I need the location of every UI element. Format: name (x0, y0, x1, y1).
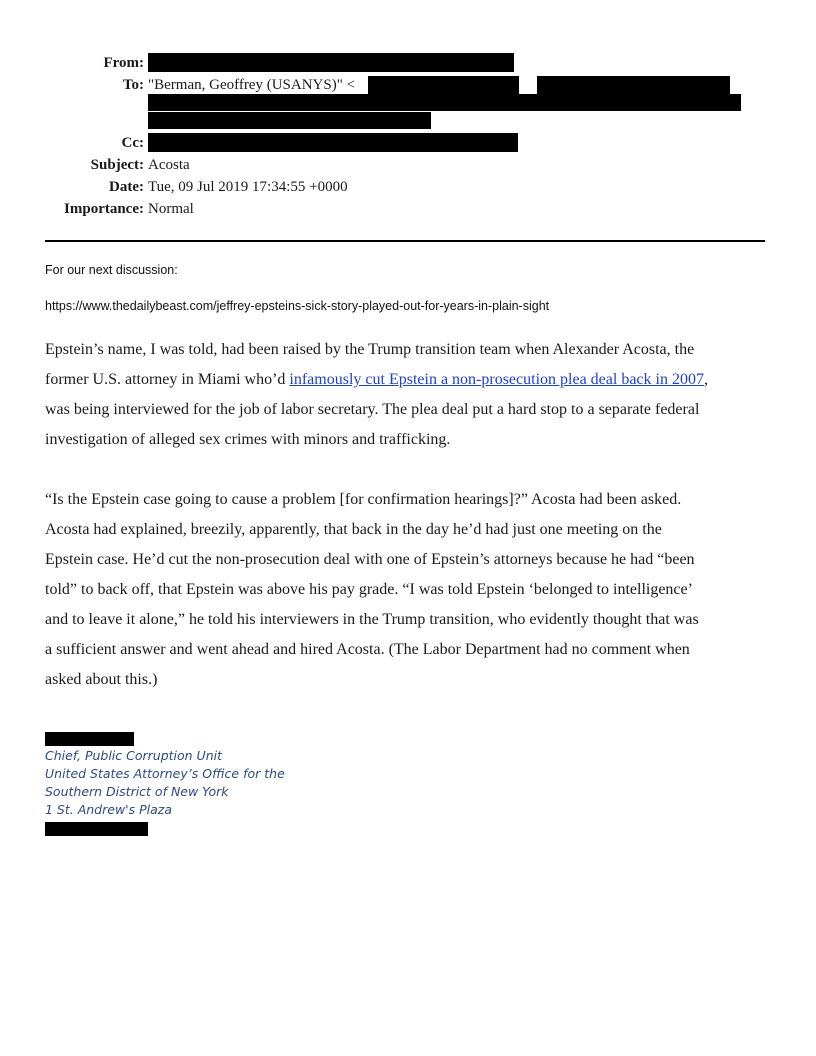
p2-line-1: “Is the Epstein case going to cause a problem [for confirmation hearings]?” Acosta had been asked. (45, 491, 682, 508)
signature-title: Chief, Public Corruption Unit (45, 748, 223, 763)
to-email-redaction (368, 76, 519, 95)
p1-line-1: Epstein’s name, I was told, had been raised by the Trump transition team when Alexander Acosta, the (45, 341, 695, 358)
to-redaction-2 (537, 76, 730, 95)
signature-office-line-2: Southern District of New York (45, 784, 229, 799)
signature-name-redaction (45, 732, 134, 746)
p2-line-4: told” to back off, that Epstein was above his pay grade. “I was told Epstein ‘belonged to intelligence’ (45, 581, 693, 598)
importance-value: Normal (148, 201, 194, 217)
header-divider (45, 240, 765, 242)
plea-deal-link[interactable]: infamously cut Epstein a non-prosecution plea deal back in 2007 (289, 371, 704, 388)
date-label: Date: (109, 179, 144, 195)
p2-line-7: asked about this.) (45, 671, 158, 688)
importance-label: Importance: (64, 201, 144, 217)
p1-line-2 (45, 365, 773, 395)
subject-label: Subject: (90, 157, 144, 173)
p2-line-6: a sufficient answer and went ahead and hired Acosta. (The Labor Department had no comment when (45, 641, 690, 658)
paragraph-2 (45, 485, 773, 695)
p1-line-4: investigation of alleged sex crimes with minors and trafficking. (45, 431, 451, 448)
to-label: To: (122, 77, 144, 93)
cc-redaction (148, 133, 518, 152)
to-redaction-4 (148, 112, 431, 129)
p1-line-2-text: former U.S. attorney in Miami who’d (45, 371, 290, 388)
subject-value: Acosta (148, 157, 190, 173)
intro-text: For our next discussion: (45, 263, 178, 277)
signature-office-line-1: United States Attorney’s Office for the (45, 766, 285, 781)
p1-line-2-end: , (703, 371, 708, 388)
signature-address: 1 St. Andrew's Plaza (45, 802, 172, 817)
paragraph-1 (45, 335, 773, 455)
p2-line-3: Epstein case. He’d cut the non-prosecution deal with one of Epstein’s attorneys because he had “been (45, 551, 695, 568)
p2-line-5: and to leave it alone,” he told his interviewers in the Trump transition, who evidently thought that was (45, 611, 699, 628)
p1-line-3: was being interviewed for the job of labor secretary. The plea deal put a hard stop to a separate federal (45, 401, 700, 418)
article-url[interactable]: https://www.thedailybeast.com/jeffrey-epsteins-sick-story-played-out-for-years-in-plain-sight (45, 299, 550, 313)
from-redaction (148, 53, 514, 72)
p2-line-2: Acosta had explained, breezily, apparently, that back in the day he’d had just one meeting on the (45, 521, 662, 538)
date-value: Tue, 09 Jul 2019 17:34:55 +0000 (148, 179, 348, 195)
to-redaction-3 (148, 94, 741, 111)
cc-label: Cc: (121, 135, 144, 151)
signature-phone-redaction (45, 822, 148, 836)
from-label: From: (103, 55, 144, 71)
to-recipient-name: "Berman, Geoffrey (USANYS)" < (148, 77, 356, 93)
